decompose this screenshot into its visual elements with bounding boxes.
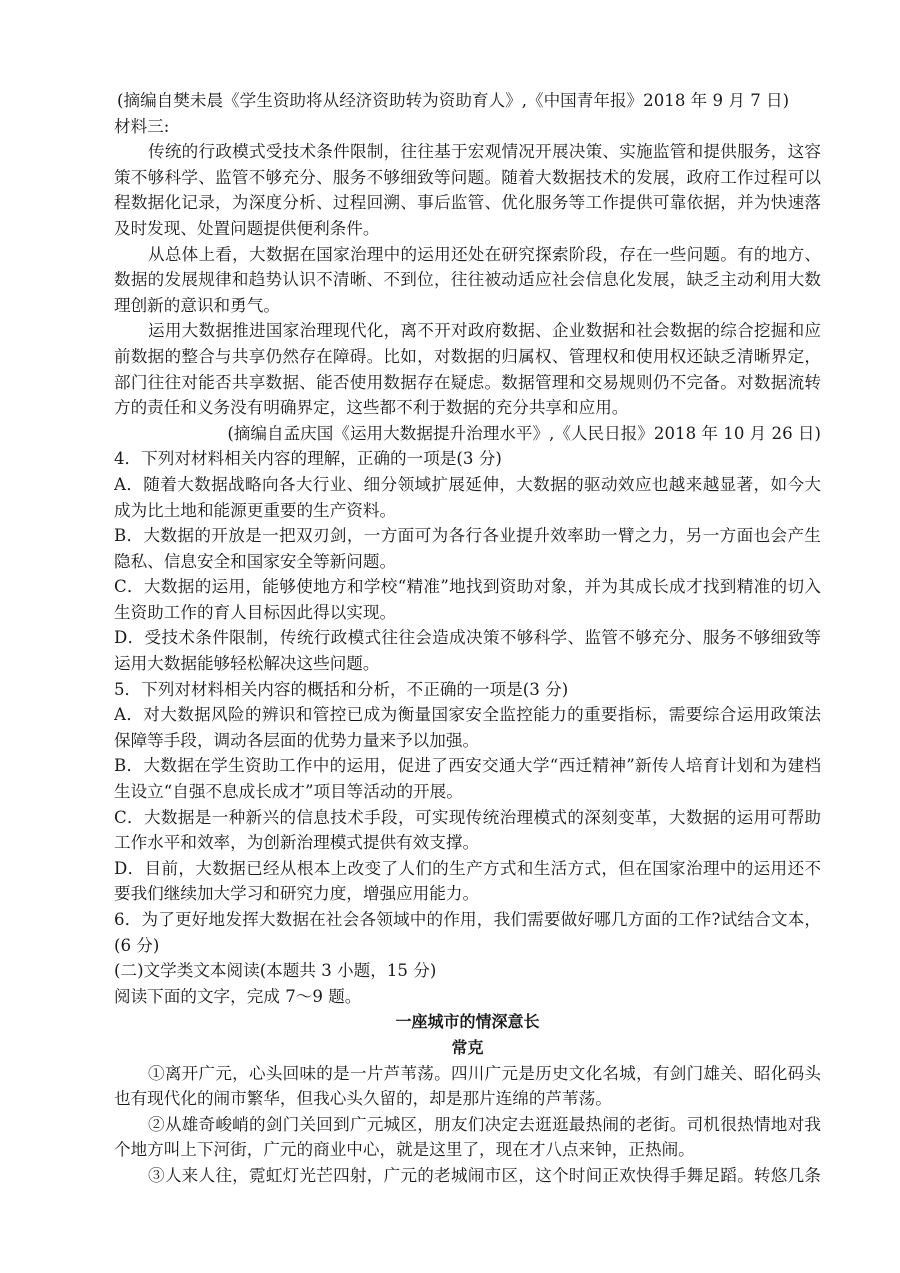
text-line: ②从雄奇峻峭的剑门关回到广元城区，朋友们决定去逛逛最热闹的老街。司机很热情地对我 (148, 1114, 821, 1134)
text-line: 隐私、信息安全和国家安全等新问题。 (114, 551, 397, 571)
text-line: 生设立“自强不息成长成才”项目等活动的开展。 (114, 782, 463, 802)
text-line: 方的责任和义务没有明确界定，这些都不利于数据的充分共享和应用。 (114, 398, 629, 418)
text-line: C．大数据是一种新兴的信息技术手段，可实现传统治理模式的深刻变革，大数据的运用可帮助 (114, 807, 821, 827)
text-line: 阅读下面的文字，完成 7～9 题。 (114, 986, 362, 1006)
text-line: D．目前，大数据已经从根本上改变了人们的生产方式和生活方式，但在国家治理中的运用还不 (114, 858, 821, 878)
text-line: A．随着大数据战略向各大行业、细分领域扩展延伸，大数据的驱动效应也越来越显著，如今大 (114, 474, 821, 494)
text-line: (摘编自樊未晨《学生资助将从经济资助转为资助育人》,《中国青年报》2018 年 9 月 7 日) (117, 91, 790, 110)
text-line: (摘编自孟庆国《运用大数据提升治理水平》,《人民日报》2018 年 10 月 26 日) (227, 423, 821, 443)
text-line: 运用大数据推进国家治理现代化，离不开对政府数据、企业数据和社会数据的综合挖掘和应 (148, 321, 821, 341)
text-line: (6 分) (114, 935, 160, 955)
text-line: 策不够科学、监管不够充分、服务不够细致等问题。随着大数据技术的发展，政府工作过程可以 (114, 167, 821, 187)
text-line: C．大数据的运用，能够使地方和学校“精准”地找到资助对象，并为其成长成才找到精准的切入 (114, 577, 821, 597)
document-page (114, 88, 821, 1189)
text-line: B．大数据的开放是一把双刃剑，一方面可为各行各业提升效率助一臂之力，另一方面也会产生 (114, 526, 821, 546)
article-author: 常克 (451, 1037, 484, 1057)
text-line: 4．下列对材料相关内容的理解，正确的一项是(3 分) (114, 449, 502, 469)
text-line: ③人来人往，霓虹灯光芒四射，广元的老城闹市区，这个时间正欢快得手舞足蹈。转悠几条 (148, 1165, 821, 1185)
text-line: A．对大数据风险的辨识和管控已成为衡量国家安全监控能力的重要指标，需要综合运用政策法 (114, 705, 821, 725)
text-line: B．大数据在学生资助工作中的运用，促进了西安交通大学“西迁精神”新传人培育计划和为建档 (114, 756, 821, 776)
text-line: 程数据化记录，为深度分析、过程回溯、事后监管、优化服务等工作提供可靠依据，并为快速落 (114, 193, 821, 213)
text-line: 前数据的整合与共享仍然存在障碍。比如，对数据的归属权、管理权和使用权还缺乏清晰界定， (114, 346, 821, 366)
text-line: 也有现代化的闹市繁华，但我心头久留的，却是那片连绵的芦苇荡。 (114, 1089, 612, 1109)
text-line: 个地方叫上下河街，广元的商业中心，就是这里了，现在才八点来钟，正热闹。 (114, 1140, 695, 1160)
text-line: 材料三: (114, 116, 170, 136)
text-line: 生资助工作的育人目标因此得以实现。 (114, 602, 397, 622)
article-title: 一座城市的情深意长 (395, 1012, 540, 1032)
text-line: 数据的发展规律和趋势认识不清晰、不到位，往往被动适应社会信息化发展，缺乏主动利用大数 (114, 270, 821, 290)
text-line: 传统的行政模式受技术条件限制，往往基于宏观情况开展决策、实施监管和提供服务，这容 (148, 142, 821, 162)
text-line: 及时发现、处置问题提供便利条件。 (114, 218, 380, 238)
text-line: 理创新的意识和勇气。 (114, 295, 280, 315)
text-line: 6．为了更好地发挥大数据在社会各领域中的作用，我们需要做好哪几方面的工作?试结合文本， (114, 910, 821, 929)
text-line: 要我们继续加大学习和研究力度，增强应用能力。 (114, 884, 480, 904)
text-line: 保障等手段，调动各层面的优势力量来予以加强。 (114, 730, 480, 750)
text-line: 部门往往对能否共享数据、能否使用数据存在疑虑。数据管理和交易规则仍不完备。对数据流转 (114, 372, 821, 392)
text-line: 运用大数据能够轻松解决这些问题。 (114, 654, 380, 674)
text-line: D．受技术条件限制，传统行政模式往往会造成决策不够科学、监管不够充分、服务不够细致等 (114, 628, 821, 648)
text-line: 工作水平和效率，为创新治理模式提供有效支撑。 (114, 833, 480, 853)
text-line: ①离开广元，心头回味的是一片芦苇荡。四川广元是历史文化名城，有剑门雄关、昭化码头 (148, 1063, 821, 1083)
text-line: 5．下列对材料相关内容的概括和分析，不正确的一项是(3 分) (114, 679, 569, 699)
text-line: 成为比土地和能源更重要的生产资料。 (114, 500, 397, 520)
text-line: (二)文学类文本阅读(本题共 3 小题，15 分) (114, 961, 437, 981)
text-line: 从总体上看，大数据在国家治理中的运用还处在研究探索阶段，存在一些问题。有的地方、 (148, 244, 821, 264)
